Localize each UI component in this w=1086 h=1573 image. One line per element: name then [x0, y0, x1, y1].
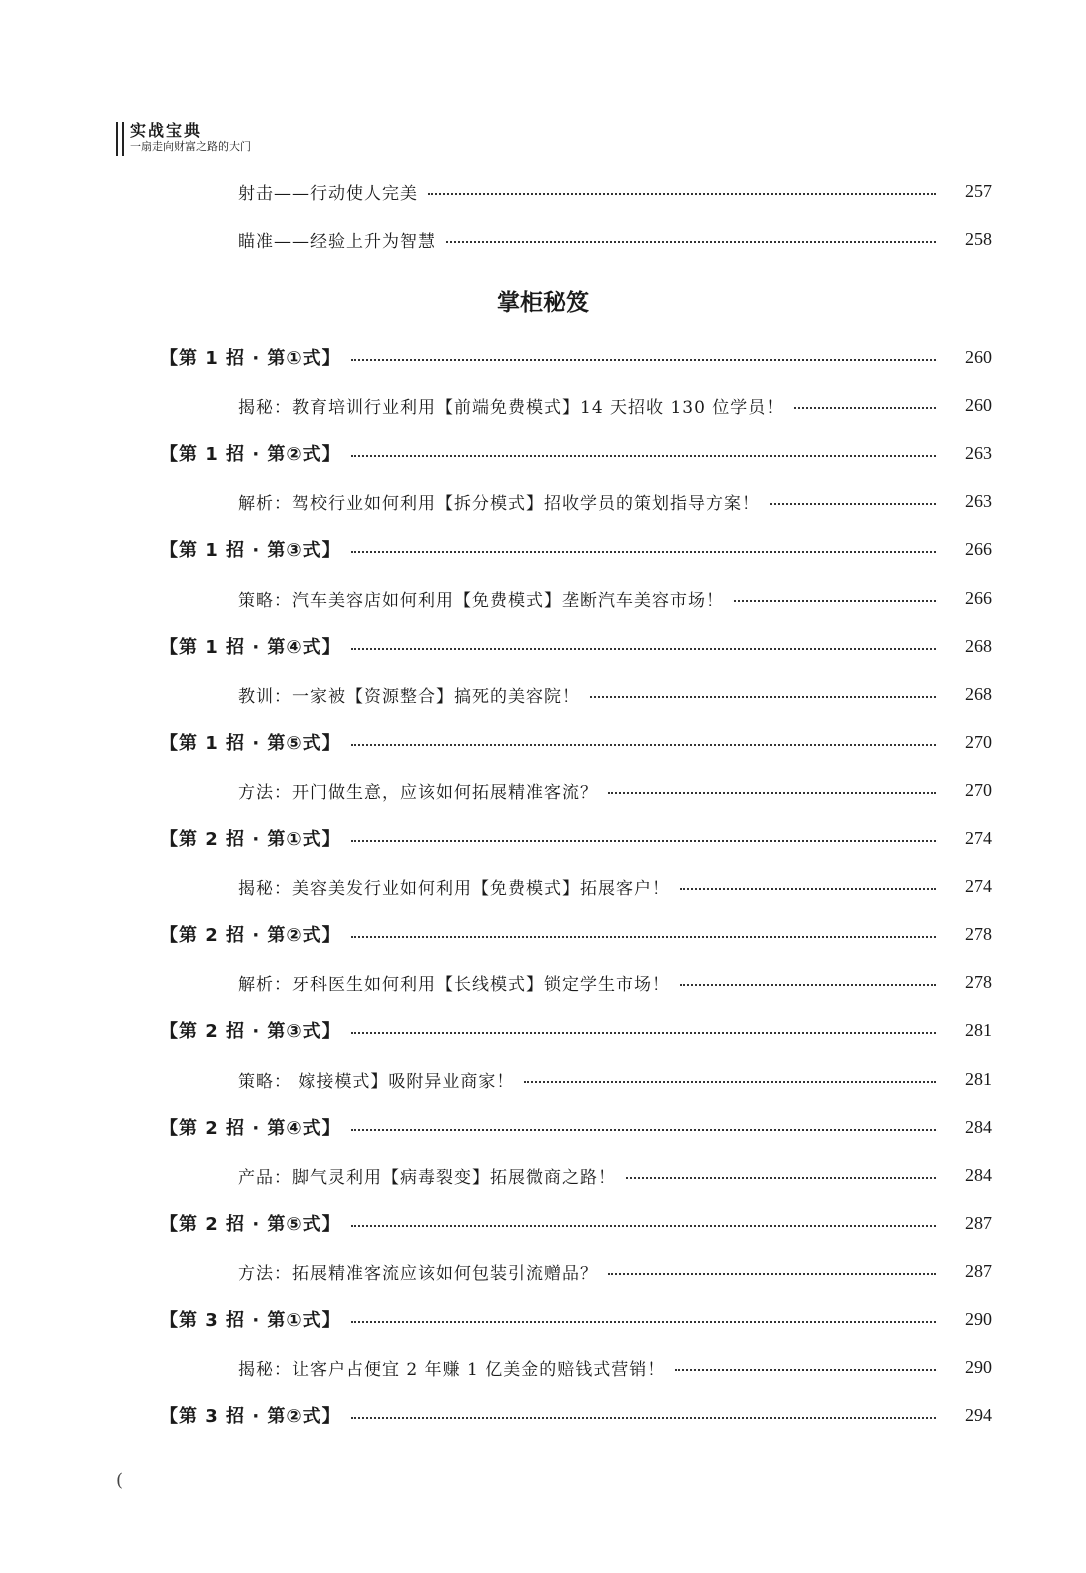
footer-mark: (	[116, 1470, 124, 1491]
toc-entry	[0, 1160, 1086, 1190]
toc-leader-dots	[351, 1129, 936, 1131]
toc-entry-page: 258	[965, 228, 992, 249]
toc-leader-dots	[351, 936, 936, 938]
toc-leader-dots	[794, 407, 936, 409]
toc-leader-dots	[524, 1081, 936, 1083]
toc-entry-title: 揭秘：教育培训行业利用【前端免费模式】14 天招收 130 位学员！	[238, 397, 785, 418]
toc-leader-dots	[351, 1032, 936, 1034]
toc-entry	[0, 1015, 1086, 1045]
toc-entry	[0, 967, 1086, 997]
toc-entry-page: 290	[965, 1308, 992, 1329]
header-title: 实战宝典	[130, 121, 203, 140]
toc-entry-title: 【第 2 招 · 第③式】	[160, 1021, 341, 1042]
toc-entry-page: 278	[965, 971, 992, 992]
toc-entry-page: 263	[965, 490, 992, 511]
toc-entry-page: 268	[965, 683, 992, 704]
toc-entry-page: 270	[965, 779, 992, 800]
toc-entry-title: 射击——行动使人完美	[238, 183, 418, 204]
toc-entry-page: 290	[965, 1356, 992, 1377]
toc-entry	[0, 871, 1086, 901]
toc-entry-title: 揭秘：让客户占便宜 2 年赚 1 亿美金的赔钱式营销！	[238, 1359, 666, 1380]
section-title: 掌柜秘笈	[497, 290, 589, 316]
toc-entry-title: 【第 1 招 · 第⑤式】	[160, 733, 341, 754]
toc-entry-page: 260	[965, 394, 992, 415]
toc-entry	[0, 176, 1086, 206]
toc-entry	[0, 486, 1086, 516]
toc-entry-title: 【第 2 招 · 第④式】	[160, 1118, 341, 1139]
header-text	[130, 122, 251, 154]
toc-entry-page: 263	[965, 442, 992, 463]
toc-entry	[0, 727, 1086, 757]
header-subtitle: 一扇走向财富之路的大门	[130, 140, 251, 153]
toc-entry-title: 【第 1 招 · 第①式】	[160, 348, 341, 369]
toc-entry-page: 260	[965, 346, 992, 367]
toc-leader-dots	[770, 503, 936, 505]
toc-leader-dots	[590, 696, 936, 698]
toc-entry-title: 瞄准——经验上升为智慧	[238, 231, 436, 252]
toc-entry-title: 【第 2 招 · 第⑤式】	[160, 1214, 341, 1235]
toc-entry-title: 产品：脚气灵利用【病毒裂变】拓展微商之路！	[238, 1167, 616, 1188]
toc-entry	[0, 775, 1086, 805]
toc-entry-page: 257	[965, 180, 992, 201]
toc-entry-title: 【第 3 招 · 第②式】	[160, 1406, 341, 1427]
toc-leader-dots	[351, 648, 936, 650]
toc-entry-title: 【第 2 招 · 第①式】	[160, 829, 341, 850]
toc-entry	[0, 1304, 1086, 1334]
toc-entry	[0, 1400, 1086, 1430]
toc-leader-dots	[428, 193, 936, 195]
toc-entry-page: 294	[965, 1404, 992, 1425]
toc-entry-page: 274	[965, 875, 992, 896]
toc-entry-page: 274	[965, 827, 992, 848]
toc-entry-title: 策略：汽车美容店如何利用【免费模式】垄断汽车美容市场！	[238, 590, 724, 611]
toc-leader-dots	[351, 1225, 936, 1227]
toc-entry	[0, 1256, 1086, 1286]
toc-entry	[0, 823, 1086, 853]
toc-entry-page: 268	[965, 635, 992, 656]
toc-entry-page: 287	[965, 1212, 992, 1233]
toc-entry-title: 【第 3 招 · 第①式】	[160, 1310, 341, 1331]
toc-leader-dots	[680, 984, 936, 986]
toc-entry-title: 【第 1 招 · 第②式】	[160, 444, 341, 465]
toc-leader-dots	[351, 359, 936, 361]
toc-entry-page: 281	[965, 1019, 992, 1040]
toc-entry-title: 【第 1 招 · 第④式】	[160, 637, 341, 658]
toc-leader-dots	[351, 1321, 936, 1323]
toc-entry-title: 方法：拓展精准客流应该如何包装引流赠品？	[238, 1263, 598, 1284]
toc-entry	[0, 1064, 1086, 1094]
toc-entry-title: 【第 2 招 · 第②式】	[160, 925, 341, 946]
toc-leader-dots	[351, 455, 936, 457]
toc-entry	[0, 1112, 1086, 1142]
toc-entry-page: 266	[965, 538, 992, 559]
toc-leader-dots	[608, 792, 936, 794]
toc-entry	[0, 631, 1086, 661]
toc-entry	[0, 224, 1086, 254]
toc-entry-title: 教训：一家被【资源整合】搞死的美容院！	[238, 686, 580, 707]
toc-entry	[0, 919, 1086, 949]
toc-entry-page: 266	[965, 587, 992, 608]
toc-leader-dots	[351, 1417, 936, 1419]
toc-leader-dots	[351, 551, 936, 553]
toc-entry	[0, 342, 1086, 372]
toc-entry	[0, 1208, 1086, 1238]
toc-entry-title: 解析：驾校行业如何利用【拆分模式】招收学员的策划指导方案！	[238, 493, 760, 514]
toc-entry	[0, 679, 1086, 709]
toc-entry-title: 策略： 嫁接模式】吸附异业商家！	[238, 1071, 515, 1092]
toc-entry-title: 解析：牙科医生如何利用【长线模式】锁定学生市场！	[238, 974, 670, 995]
toc-entry-page: 270	[965, 731, 992, 752]
toc-leader-dots	[446, 241, 936, 243]
toc-leader-dots	[351, 840, 936, 842]
toc-entry-title: 揭秘：美容美发行业如何利用【免费模式】拓展客户！	[238, 878, 670, 899]
toc-leader-dots	[608, 1273, 936, 1275]
toc-entry-page: 284	[965, 1116, 992, 1137]
toc-leader-dots	[351, 744, 936, 746]
toc-entry-page: 278	[965, 923, 992, 944]
toc-leader-dots	[734, 600, 936, 602]
toc-leader-dots	[675, 1369, 936, 1371]
toc-entry	[0, 583, 1086, 613]
toc-entry	[0, 438, 1086, 468]
toc-entry	[0, 1352, 1086, 1382]
toc-entry	[0, 534, 1086, 564]
toc-entry-title: 方法：开门做生意，应该如何拓展精准客流？	[238, 782, 598, 803]
toc-entry-page: 284	[965, 1164, 992, 1185]
toc-entry-title: 【第 1 招 · 第③式】	[160, 540, 341, 561]
toc-entry-page: 287	[965, 1260, 992, 1281]
toc-leader-dots	[680, 888, 936, 890]
header-bars-decoration	[116, 122, 124, 156]
running-header	[116, 122, 251, 156]
toc-entry-page: 281	[965, 1068, 992, 1089]
toc-entry	[0, 390, 1086, 420]
toc-leader-dots	[626, 1177, 936, 1179]
